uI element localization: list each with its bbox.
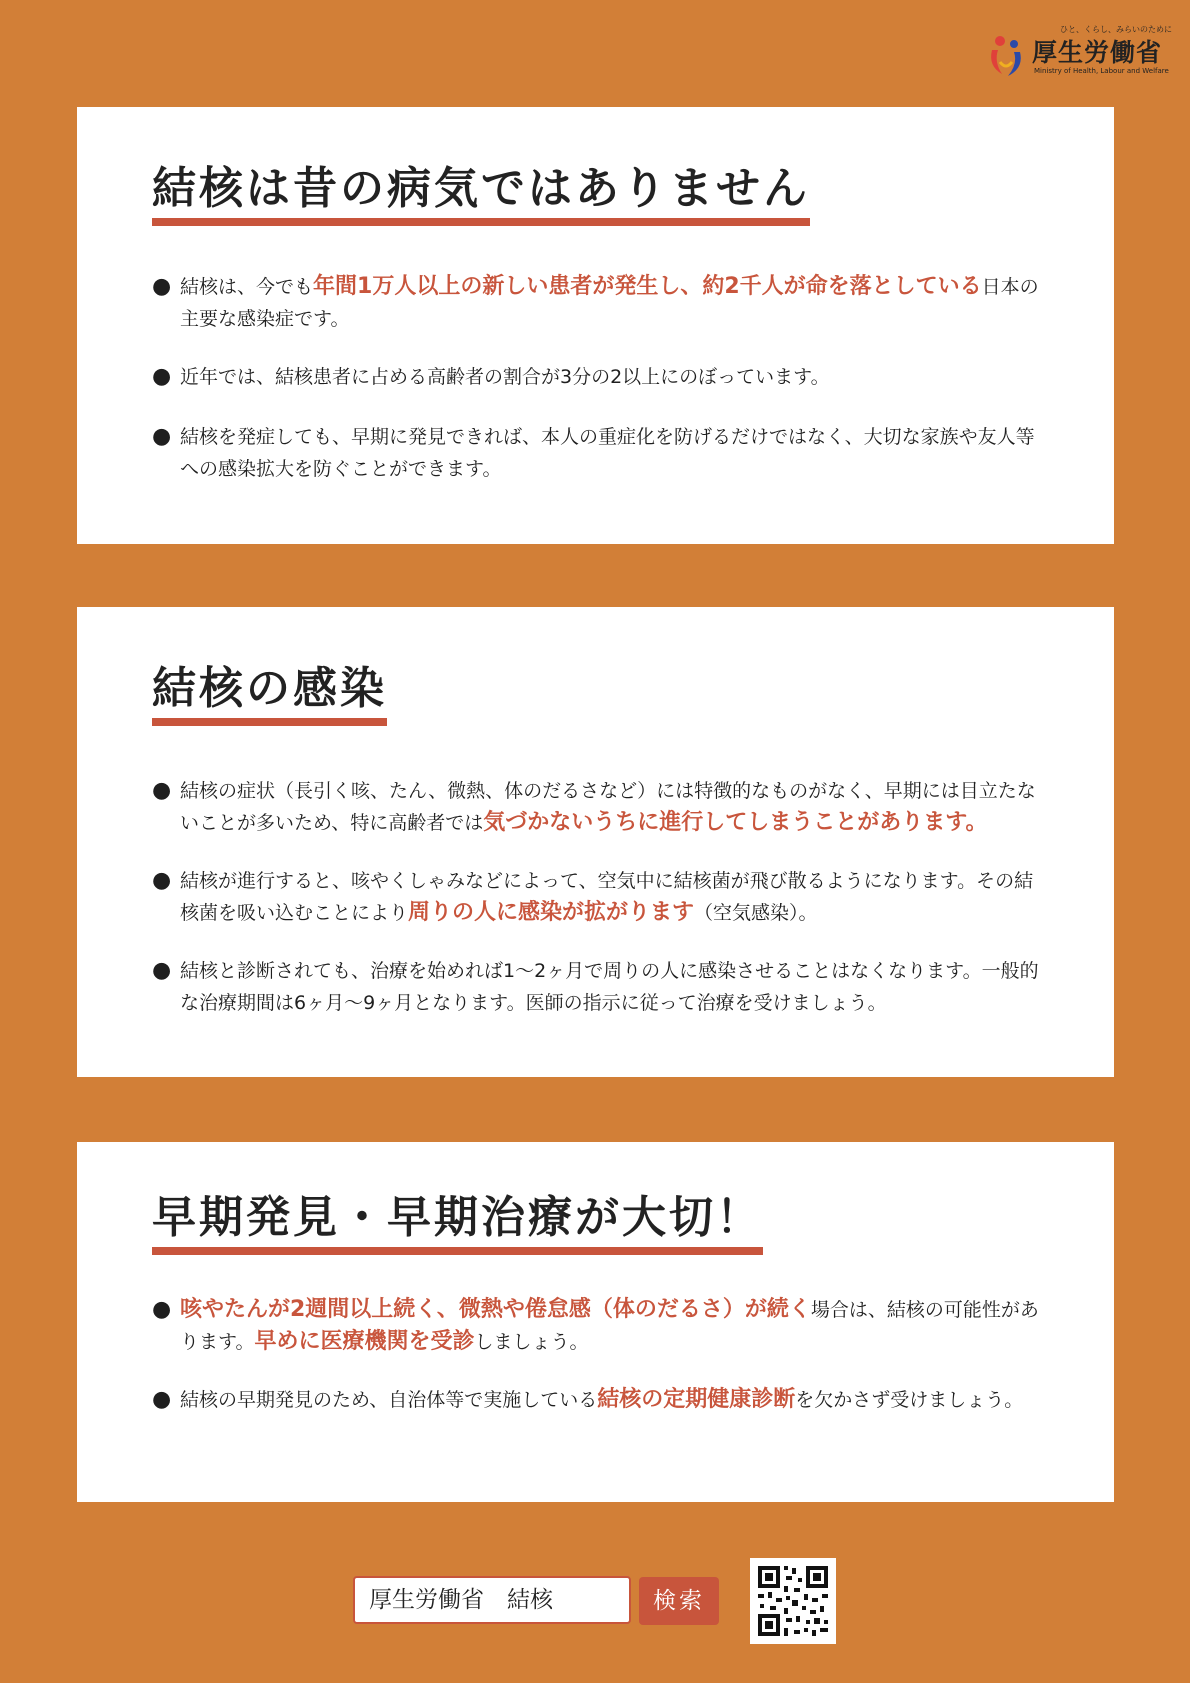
mhlw-emblem-icon	[986, 32, 1026, 80]
body-text: 結核は、今でも	[180, 276, 314, 298]
section-title: 早期発見・早期治療が大切！	[152, 1192, 763, 1255]
highlight-text: 年間1万人以上の新しい患者が発生し、約2千人が命を落としている	[313, 274, 982, 299]
section-title: 結核の感染	[152, 663, 387, 726]
section-card-3	[77, 1142, 1114, 1502]
bullet-item	[152, 1384, 1049, 1416]
highlight-text: 周りの人に感染が拡がります	[408, 900, 695, 925]
highlight-text: 咳やたんが2週間以上続く、微熱や倦怠感（体のだるさ）が続く	[180, 1297, 811, 1322]
highlight-text: 結核の定期健康診断	[597, 1387, 796, 1412]
qr-code-icon	[750, 1558, 836, 1644]
section-card-2	[77, 607, 1114, 1077]
bullet-item	[152, 955, 1049, 1019]
bullet-list	[152, 775, 1049, 1019]
body-text: 近年では、結核患者に占める高齢者の割合が3分の2以上にのぼっています。	[180, 366, 830, 388]
bullet-icon: ●	[152, 778, 172, 803]
body-text: 結核が進行すると、咳やくしゃみなどによって、空気中に結核菌が飛び散るようになります。その結核菌を吸い込むことにより	[180, 870, 1034, 924]
body-text: 結核を発症しても、早期に発見できれば、本人の重症化を防げるだけではなく、大切な家族や友人等への感染拡大を防ぐことができます。	[180, 426, 1035, 480]
body-text: 場合は、結核の可能性があります。	[180, 1299, 1039, 1353]
bullet-item	[152, 271, 1049, 335]
bullet-list	[152, 1294, 1049, 1416]
body-text: を欠かさず受けましょう。	[795, 1389, 1024, 1411]
body-text: 結核と診断されても、治療を始めれば1～2ヶ月で周りの人に感染させることはなくなります。一般的な治療期間は6ヶ月～9ヶ月となります。医師の指示に従って治療を受けましょう。	[180, 960, 1039, 1014]
body-text: 結核の早期発見のため、自治体等で実施している	[180, 1389, 598, 1411]
bullet-icon: ●	[152, 958, 172, 983]
bullet-item	[152, 775, 1049, 839]
highlight-text: 気づかないうちに進行してしまうことがあります。	[483, 810, 988, 835]
body-text: しましょう。	[474, 1331, 589, 1353]
mhlw-logo	[982, 24, 1172, 84]
logo-name: 厚生労働省	[1032, 38, 1163, 67]
body-text: 結核の症状（長引く咳、たん、微熱、体のだるさなど）には特徴的なものがなく、早期には目立たないことが多いため、特に高齢者では	[180, 780, 1036, 834]
logo-english-name: Ministry of Health, Labour and Welfare	[1034, 67, 1169, 75]
section-title: 結核は昔の病気ではありません	[152, 163, 810, 226]
search-input[interactable]: 厚生労働省 結核	[353, 1576, 631, 1624]
bullet-icon: ●	[152, 868, 172, 893]
highlight-text: 早めに医療機関を受診	[254, 1329, 475, 1354]
section-card-1	[77, 107, 1114, 544]
bullet-list	[152, 271, 1049, 485]
bullet-icon: ●	[152, 1387, 172, 1412]
bullet-icon: ●	[152, 364, 172, 389]
bullet-icon: ●	[152, 274, 172, 299]
logo-tagline: ひと、くらし、みらいのために	[1060, 25, 1172, 34]
bullet-icon: ●	[152, 424, 172, 449]
bullet-item	[152, 361, 1049, 393]
body-text: （空気感染）。	[694, 902, 818, 924]
search-button[interactable]: 検索	[639, 1577, 719, 1625]
bullet-icon: ●	[152, 1297, 172, 1322]
bullet-item	[152, 1294, 1049, 1358]
bullet-item	[152, 865, 1049, 929]
body-text: 日本の主要な感染症です。	[180, 276, 1039, 330]
bullet-item	[152, 421, 1049, 485]
